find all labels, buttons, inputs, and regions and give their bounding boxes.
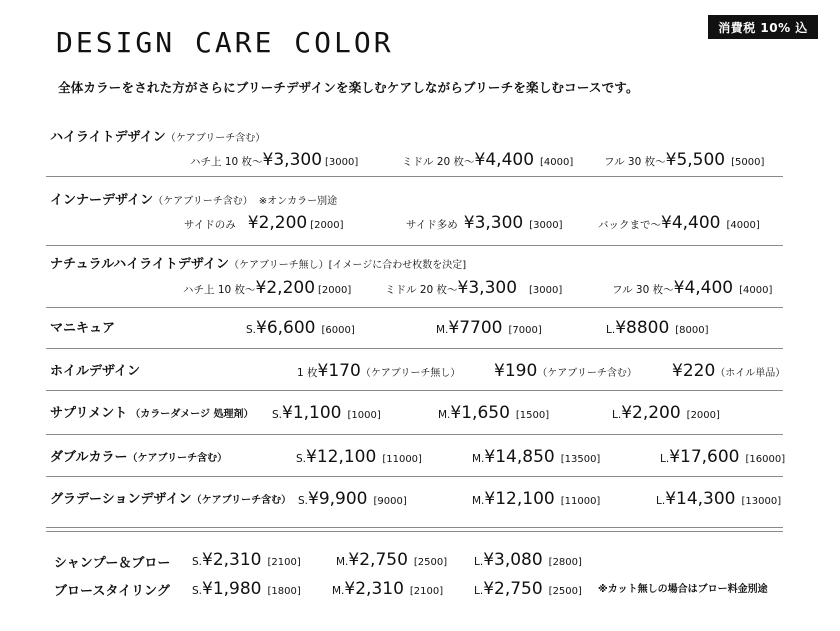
price-option: S.¥1,980 [1800] [192,579,301,599]
section-note: （ケアブリーチ含む） [165,133,266,144]
page-title: DESIGN CARE COLOR [56,26,394,59]
tax-badge: 消費税 10% 込 [708,15,818,39]
divider-double [46,527,783,528]
blow-note: ※カット無しの場合はブロー料金別途 [598,584,768,595]
price-option: M.¥12,100 [11000] [472,489,601,509]
price-option: ¥220（ホイル単品） [672,361,786,381]
divider [46,434,783,435]
divider [46,390,783,391]
price-option: ハチ上 10 枚〜¥2,200 [2000] [183,278,352,298]
price-option: S.¥12,100 [11000] [296,447,422,467]
price-option: M.¥2,750 [2500] [336,550,448,570]
price-option: L.¥17,600 [16000] [660,447,786,467]
section-name-highlight: ハイライトデザイン（ケアブリーチ含む） [50,130,266,145]
price-option: S.¥9,900 [9000] [298,489,407,509]
price-option: ハチ上 10 枚〜¥3,300 [3000] [190,150,359,170]
price-option: ¥190（ケアブリーチ含む） [494,361,637,381]
price-option: L.¥14,300 [13000] [656,489,782,509]
section-name-natural: ナチュラルハイライトデザイン（ケアブリーチ無し）[イメージに合わせ枚数を決定] [50,257,467,272]
divider [46,245,783,246]
price-option: 1 枚¥170（ケアブリーチ無し） [297,361,461,381]
price-option: フル 30 枚〜¥5,500 [5000] [604,150,765,170]
price-option: L.¥2,200 [2000] [612,403,720,423]
price-option: フル 30 枚〜¥4,400 [4000] [612,278,773,298]
price-option: M.¥7700 [7000] [436,318,542,338]
section-name-shampoo: シャンプー＆ブロー [54,556,171,571]
divider [46,176,783,177]
page-subtitle: 全体カラーをされた方がさらにブリーチデザインを楽しむケアしながらブリーチを楽しむコースです。 [58,80,639,95]
price-option: L.¥2,750 [2500] [474,579,582,599]
section-name-foil: ホイルデザイン [50,364,141,379]
section-name-inner: インナーデザイン（ケアブリーチ含む） ※オンカラー別途 [50,193,338,208]
price-option: M.¥14,850 [13500] [472,447,601,467]
price-option: S.¥6,600 [6000] [246,318,355,338]
price-option: L.¥3,080 [2800] [474,550,582,570]
price-option: L.¥8800 [8000] [606,318,709,338]
price-option: S.¥2,310 [2100] [192,550,301,570]
price-option: M.¥1,650 [1500] [438,403,550,423]
section-name-blow: ブロースタイリング [54,584,170,599]
divider [46,476,783,477]
price-option: サイドのみ ¥2,200 [2000] [184,213,344,233]
price-option: サイド多め ¥3,300 [3000] [406,213,563,233]
price-option: ミドル 20 枚〜¥4,400 [4000] [402,150,574,170]
price-option: バックまで〜¥4,400 [4000] [598,213,760,233]
section-name-supplement: サプリメント （カラーダメージ 処理剤） [50,406,254,421]
divider [46,348,783,349]
section-name-manicure: マニキュア [50,321,116,336]
price-option: S.¥1,100 [1000] [272,403,381,423]
divider [46,307,783,308]
price-option: ミドル 20 枚〜¥3,300 [3000] [385,278,563,298]
section-name-double: ダブルカラー（ケアブリーチ含む） [50,450,228,465]
price-option: M.¥2,310 [2100] [332,579,444,599]
section-name-gradation: グラデーションデザイン（ケアブリーチ含む） [50,492,292,507]
